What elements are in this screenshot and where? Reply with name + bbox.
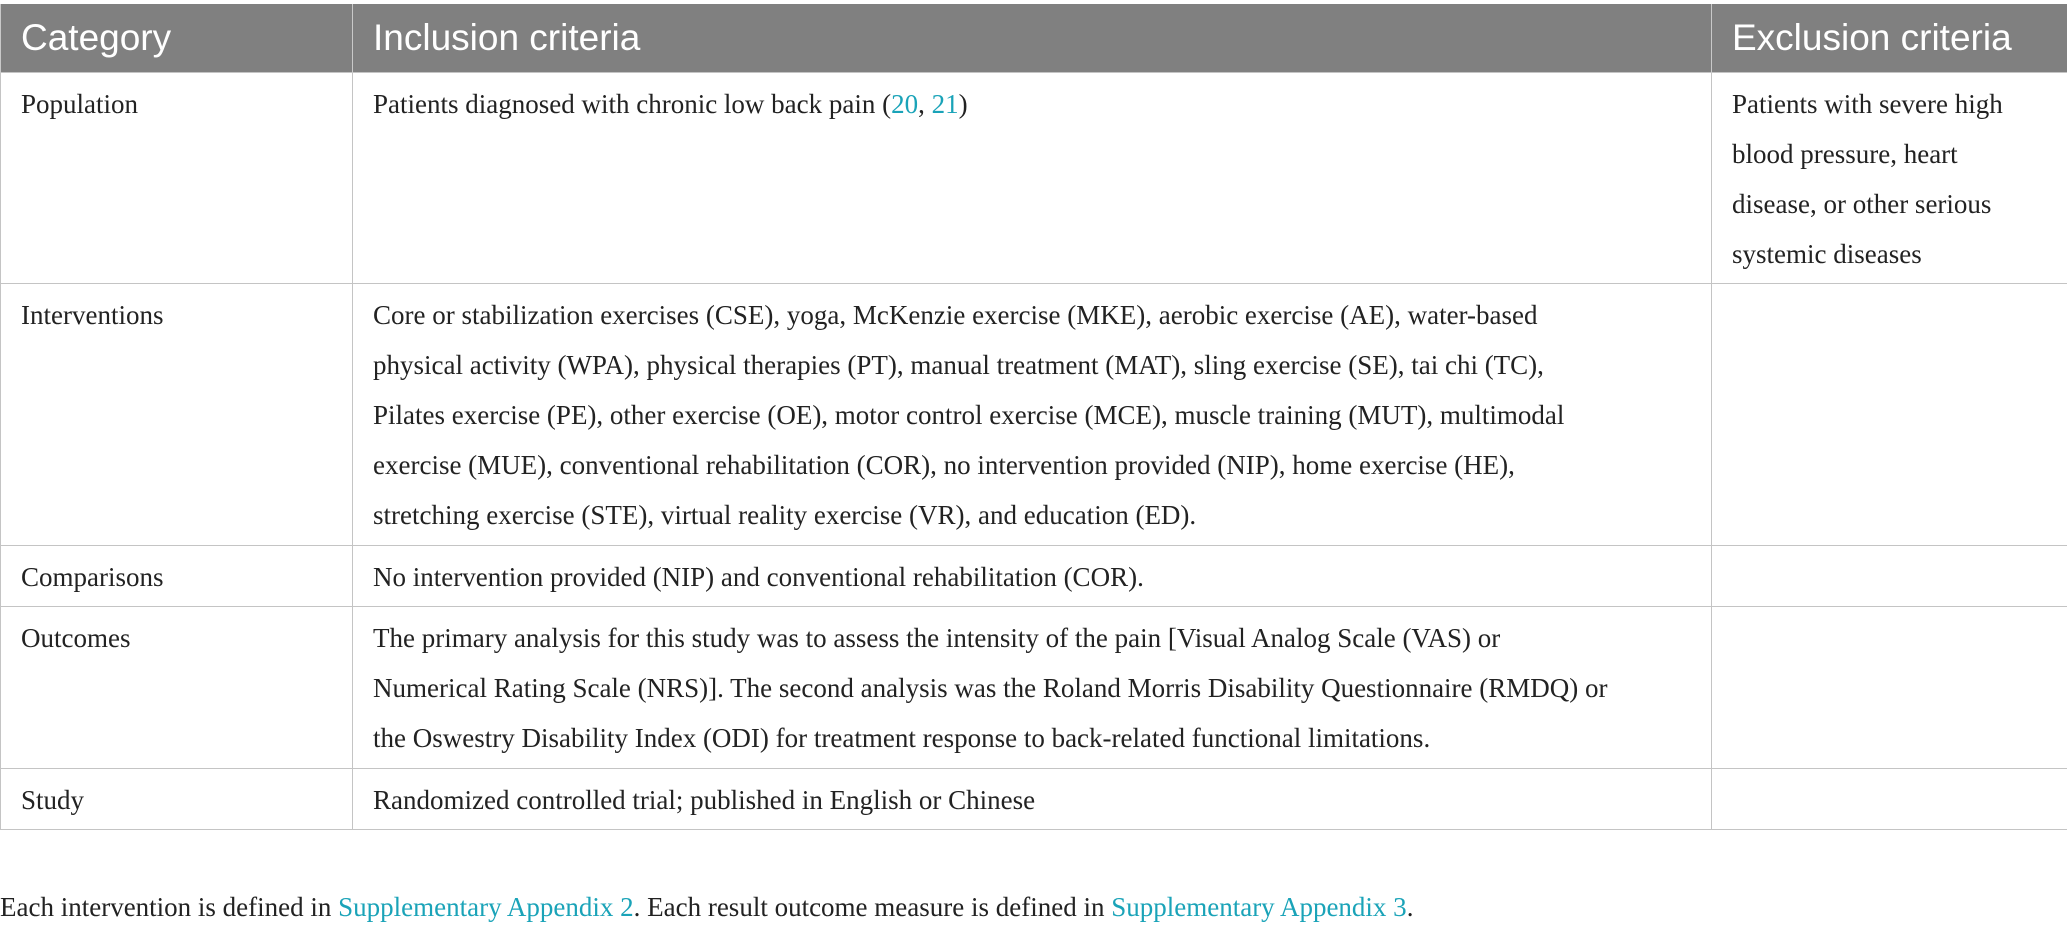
footnote-text: . Each result outcome measure is defined in: [633, 892, 1112, 922]
table-header-row: [1, 4, 2067, 73]
criteria-table-container: [0, 4, 2067, 830]
table-footnote: [0, 887, 1413, 927]
cell-category: Interventions: [1, 284, 353, 546]
cell-category: Population: [1, 73, 353, 284]
inclusion-text-end: ): [958, 89, 968, 119]
cell-exclusion: [1712, 607, 2067, 769]
cell-exclusion: [1712, 769, 2067, 830]
cell-inclusion: No intervention provided (NIP) and conventional rehabilitation (COR).: [353, 546, 1712, 607]
supplementary-appendix-2-link[interactable]: Supplementary Appendix 2: [338, 892, 634, 922]
cell-exclusion: [1712, 284, 2067, 546]
cell-inclusion: [353, 73, 1712, 284]
criteria-table: [0, 4, 2067, 830]
cell-exclusion: Patients with severe high blood pressure, heart disease, or other serious systemic diseases: [1712, 73, 2067, 284]
cell-category: Comparisons: [1, 546, 353, 607]
cell-category: Outcomes: [1, 607, 353, 769]
table-row-population: [1, 73, 2067, 284]
cell-inclusion: Randomized controlled trial; published in English or Chinese: [353, 769, 1712, 830]
cell-inclusion: The primary analysis for this study was to assess the intensity of the pain [Visual Analog Scale (VAS) or Numerical Rating Scale (NRS)]. The second analysis was the Roland Morris Disability Questionnaire (RMDQ) or the Oswestry Disability Index (ODI) for treatment response to back-related functional limitations.: [353, 607, 1712, 769]
supplementary-appendix-3-link[interactable]: Supplementary Appendix 3: [1111, 892, 1407, 922]
table-row-comparisons: [1, 546, 2067, 607]
cell-category: Study: [1, 769, 353, 830]
cell-exclusion: [1712, 546, 2067, 607]
footnote-text: Each intervention is defined in: [0, 892, 339, 922]
header-exclusion-criteria: Exclusion criteria: [1712, 4, 2067, 73]
inclusion-text: Patients diagnosed with chronic low back pain (: [373, 89, 892, 119]
header-inclusion-criteria: Inclusion criteria: [353, 4, 1712, 73]
footnote-text: .: [1406, 892, 1414, 922]
reference-link-21[interactable]: 21: [931, 89, 959, 119]
reference-link-20[interactable]: 20: [891, 89, 919, 119]
header-category: Category: [1, 4, 353, 73]
cell-inclusion: Core or stabilization exercises (CSE), yoga, McKenzie exercise (MKE), aerobic exercise (AE), water-based physical activity (WPA), physical therapies (PT), manual treatment (MAT), sling exercise (SE), tai chi (TC), Pilates exercise (PE), other exercise (OE), motor control exercise (MCE), muscle training (MUT), multimodal exercise (MUE), conventional rehabilitation (COR), no intervention provided (NIP), home exercise (HE), stretching exercise (STE), virtual reality exercise (VR), and education (ED).: [353, 284, 1712, 546]
table-row-interventions: [1, 284, 2067, 546]
table-row-study: [1, 769, 2067, 830]
reference-separator: ,: [918, 89, 932, 119]
table-row-outcomes: [1, 607, 2067, 769]
